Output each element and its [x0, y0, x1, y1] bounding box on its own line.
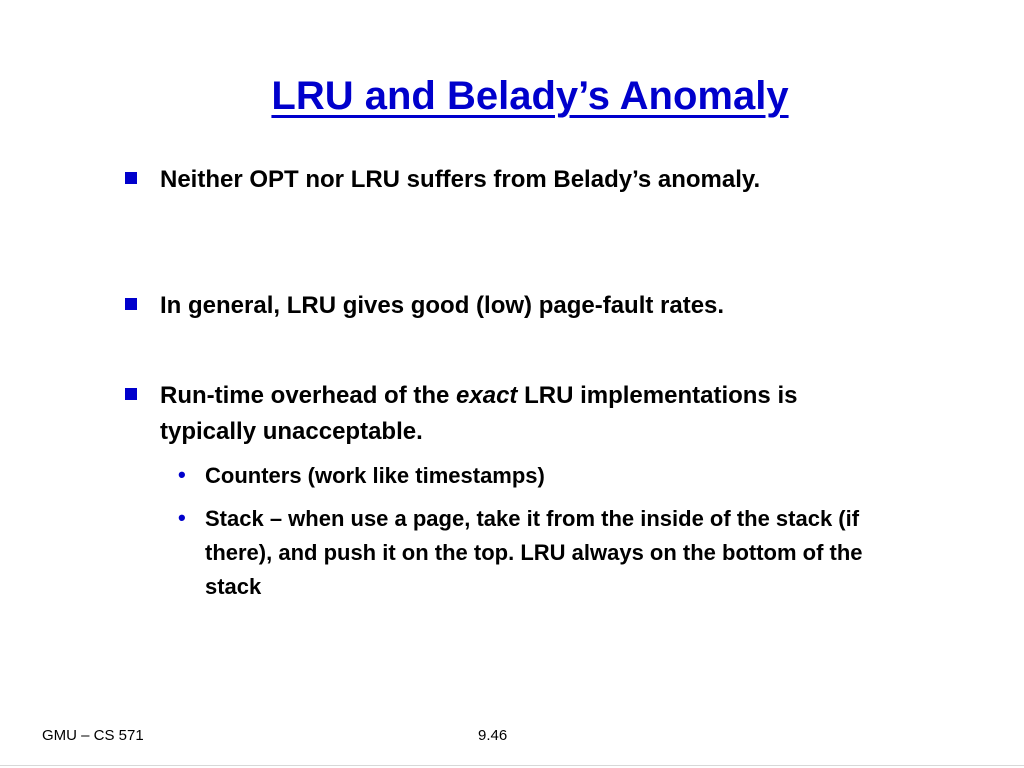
bullet-text: In general, LRU gives good (low) page-fault rates. [160, 292, 725, 319]
bullet-emphasis: exact [456, 382, 518, 409]
square-bullet-icon [125, 172, 137, 184]
bullet-text-end: LRU implementations is typically unacceptable. [160, 382, 798, 445]
bullet-text-start: Run-time overhead of the [160, 382, 457, 409]
bullet-text: Neither OPT nor LRU suffers from Belady’s anomaly. [160, 166, 761, 193]
footer-slide-number: 9.46 [478, 727, 508, 744]
dot-bullet-icon: • [178, 462, 186, 487]
divider [0, 765, 1024, 766]
square-bullet-icon [125, 388, 137, 400]
bullet-item [160, 378, 860, 450]
sub-bullet-text: Stack – when use a page, take it from the inside of the stack (if there), and push it on the top. LRU always on the bottom of the stack [205, 506, 863, 599]
dot-bullet-icon: • [178, 505, 186, 530]
sub-bullet-text: Counters (work like timestamps) [205, 463, 545, 488]
bullet-item [160, 288, 920, 324]
footer-course: GMU – CS 571 [42, 727, 144, 744]
sub-bullet-item [178, 502, 905, 604]
sub-bullet-item [178, 459, 905, 493]
slide-title: LRU and Belady’s Anomaly [271, 74, 789, 118]
square-bullet-icon [125, 298, 137, 310]
bullet-item [160, 162, 860, 198]
